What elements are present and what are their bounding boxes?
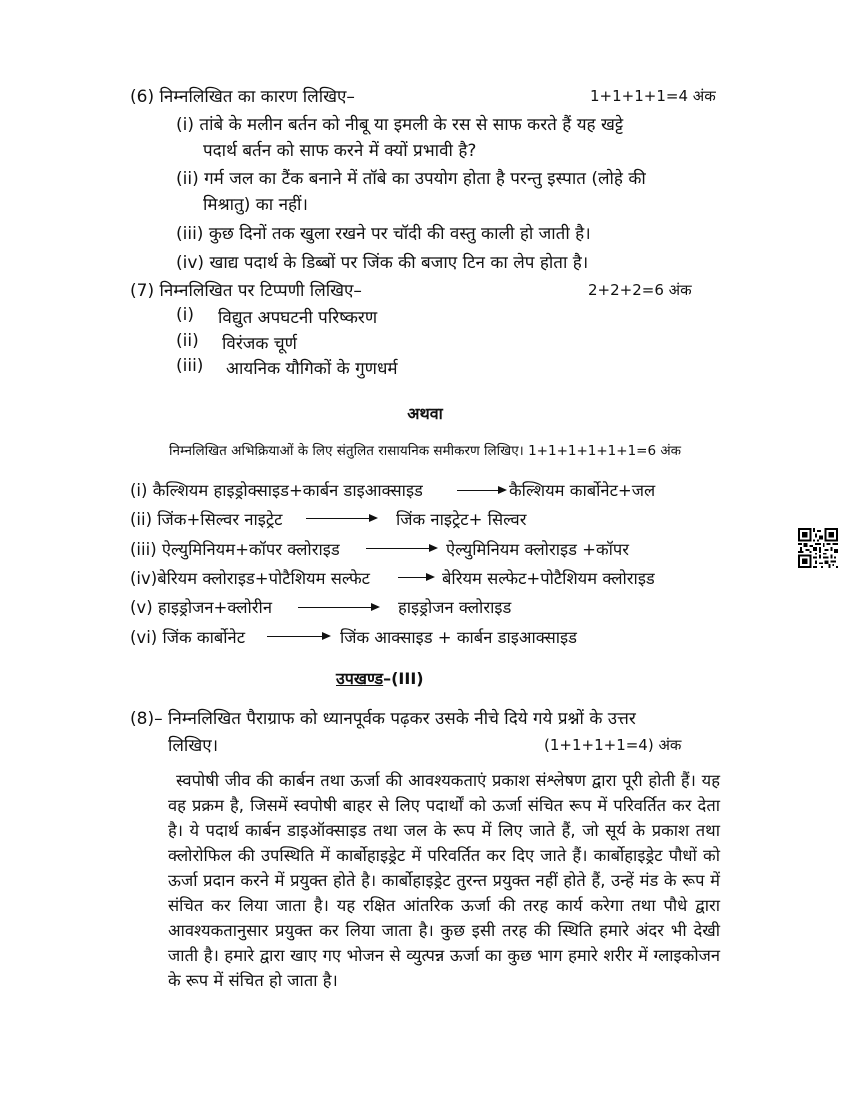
q6-item-2-line2: मिश्रातु) का नहीं।	[203, 195, 308, 215]
reaction-1-rhs: कैल्शियम कार्बोनेट+जल	[509, 481, 656, 500]
q8-heading-line1: (8)– निम्नलिखित पैराग्राफ को ध्यानपूर्वक पढ़कर उसके नीचे दिये गये प्रश्नों के उत्तर	[130, 709, 636, 729]
subsection-title-suffix: –(III)	[383, 669, 424, 688]
reaction-4-rhs: बेरियम सल्फेट+पोटैशियम क्लोराइड	[442, 569, 655, 588]
q7-marks: 2+2+2=6 अंक	[588, 281, 692, 299]
reaction-4-arrow	[398, 577, 433, 578]
reaction-3-lhs: (iii) ऐल्युमिनियम+कॉपर क्लोराइड	[130, 540, 340, 559]
q7-item-1-num: (i)	[176, 305, 194, 325]
reaction-3-rhs: ऐल्युमिनियम क्लोराइड +कॉपर	[446, 540, 630, 559]
reaction-1-arrow	[457, 490, 505, 491]
q6-item-1-line2: पदार्थ बर्तन को साफ करने में क्यों प्रभावी है?	[203, 141, 477, 161]
reaction-2-lhs: (ii) जिंक+सिल्वर नाइट्रेट	[130, 510, 283, 529]
reaction-2-rhs: जिंक नाइट्रेट+ सिल्वर	[396, 510, 527, 529]
q8-paragraph: स्वपोषी जीव की कार्बन तथा ऊर्जा की आवश्यकताएं प्रकाश संश्लेषण द्वारा पूरी होती हैं। यह वह प्रक्रम है, जिसमें स्वपोषी बाहर से लिए पदार्थों को ऊर्जा संचित रूप में परिवर्तित कर देता है। ये पदार्थ कार्बन डाइऑक्साइड तथा जल के रूप में लिए जाते हैं, जो सूर्य के प्रकाश तथा क्लोरोफिल की उपस्थिति में कार्बोहाइड्रेट में परिवर्तित कर दिए जाते हैं। कार्बोहाइड्रेट पौधों को ऊर्जा प्रदान करने में प्रयुक्त होते है। कार्बोहाइड्रेट तुरन्त प्रयुक्त नहीं होते हैं, उन्हें मंड के रूप में संचित कर लिया जाता है। यह रक्षित आंतरिक ऊर्जा की तरह कार्य करेगा तथा पौधे द्वारा आवश्यकतानुसार प्रयुक्त कर लिया जाता है। कुछ इसी तरह की स्थिति हमारे अंदर भी देखी जाती है। हमारे द्वारा खाए गए भोजन से व्युत्पन्न ऊर्जा का कुछ भाग हमारे शरीर में ग्लाइकोजन के रूप में संचित हो जाता है।	[168, 771, 720, 990]
q8-marks: (1+1+1+1=4) अंक	[544, 736, 682, 754]
reaction-6-lhs: (vi) जिंक कार्बोनेट	[130, 628, 246, 647]
q6-marks: 1+1+1+1=4 अंक	[590, 87, 716, 105]
q7-item-3-num: (iii)	[176, 356, 204, 376]
q7-item-1-text: विद्युत अपघटनी परिष्करण	[218, 308, 378, 328]
q7-item-3-text: आयनिक यौगिकों के गुणधर्म	[226, 359, 398, 379]
q7-item-2-num: (ii)	[176, 331, 199, 351]
q6-item-4: (iv) खाद्य पदार्थ के डिब्बों पर जिंक की बजाए टिन का लेप होता है।	[176, 253, 589, 273]
reaction-3-arrow	[366, 548, 436, 549]
q6-item-3: (iii) कुछ दिनों तक खुला रखने पर चॉदी की वस्तु काली हो जाती है।	[176, 224, 591, 244]
reaction-6-arrow	[267, 636, 329, 637]
qr-code-icon	[798, 528, 838, 568]
q6-heading: (6) निम्नलिखित का कारण लिखिए–	[130, 87, 355, 107]
reaction-5-arrow	[298, 607, 378, 608]
reaction-1-lhs: (i) कैल्शियम हाइड्रोक्साइड+कार्बन डाइआक्साइड	[130, 481, 423, 500]
reaction-4-lhs: (iv)बेरियम क्लोराइड+पोटैशियम सल्फेट	[130, 569, 370, 588]
or-instruction: निम्नलिखित अभिक्रियाओं के लिए संतुलित रासायनिक समीकरण लिखिए। 1+1+1+1+1+1=6 अंक	[168, 443, 682, 459]
q8-heading-line2: लिखिए।	[168, 736, 219, 756]
reaction-5-rhs: हाइड्रोजन क्लोराइड	[398, 598, 512, 617]
or-title: अथवा	[407, 404, 443, 423]
q7-item-2-text: विरंजक चूर्ण	[222, 334, 297, 354]
reaction-2-arrow	[306, 518, 376, 519]
q6-item-1-line1: (i) तांबे के मलीन बर्तन को नीबू या इमली के रस से साफ करते हैं यह खट्टे	[176, 115, 624, 135]
subsection-title	[336, 667, 424, 689]
reaction-6-rhs: जिंक आक्साइड + कार्बन डाइआक्साइड	[340, 628, 577, 647]
q6-item-2-line1: (ii) गर्म जल का टैंक बनाने में तॉबे का उपयोग होता है परन्तु इस्पात (लोहे की	[176, 169, 646, 189]
reaction-5-lhs: (v) हाइड्रोजन+क्लोरीन	[130, 598, 272, 617]
q7-heading: (7) निम्नलिखित पर टिप्पणी लिखिए–	[130, 281, 362, 301]
subsection-title-main: उपखण्ड	[336, 669, 384, 688]
